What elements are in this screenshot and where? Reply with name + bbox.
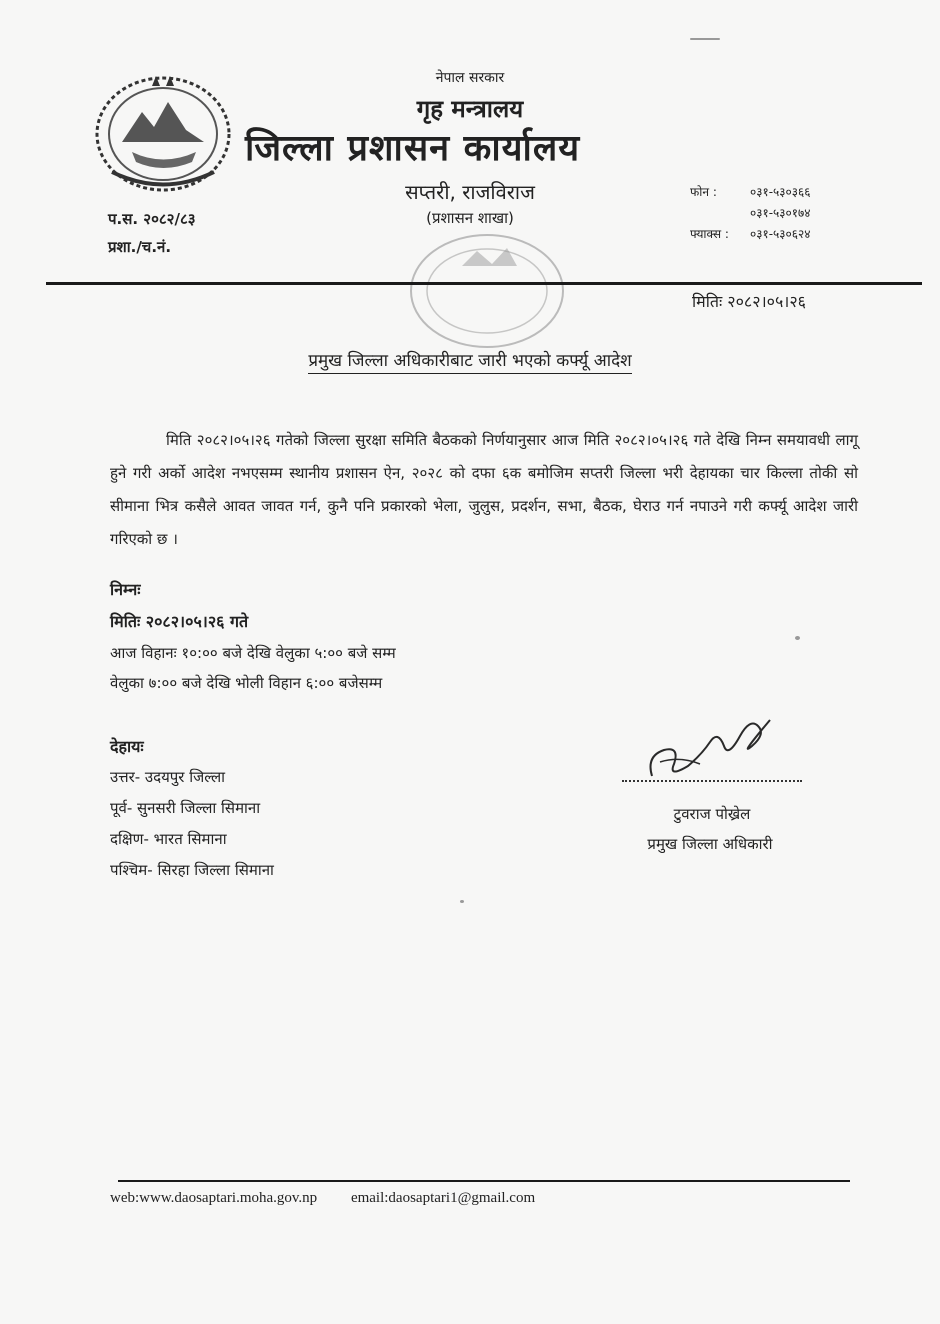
header-divider [46, 282, 922, 285]
office-branch: (प्रशासन शाखा) [426, 209, 514, 227]
contact-block [690, 182, 811, 245]
office-name: जिल्ला प्रशासन कार्यालय [245, 128, 581, 169]
fax-label: फ्याक्स : [690, 227, 729, 241]
scan-speck [795, 636, 800, 640]
schedule-label: निम्नः [110, 580, 141, 599]
footer [110, 1190, 535, 1207]
subject-line [0, 348, 940, 371]
office-stamp-icon [402, 226, 572, 356]
footer-website: web:www.daosaptari.moha.gov.np [110, 1190, 318, 1206]
office-location: सप्तरी, राजविराज [405, 180, 535, 204]
footer-email: email:daosaptari1@gmail.com [350, 1190, 536, 1206]
signature-line [622, 780, 802, 782]
phone-label: फोन : [690, 185, 717, 199]
handwritten-signature [640, 706, 780, 786]
schedule-date: मितिः २०८२।०५।२६ गते [110, 612, 249, 631]
fax-number: ०३१-५३०६२४ [750, 227, 811, 241]
schedule-slot-1: आज विहानः १०:०० बजे देखि वेलुका ५:०० बजे सम्म [110, 644, 396, 662]
letter-date: मितिः २०८२।०५।२६ [692, 292, 806, 311]
boundaries-label: देहायः [110, 737, 144, 756]
boundary-west: पश्चिम- सिरहा जिल्ला सिमाना [110, 861, 274, 879]
signatory-title: प्रमुख जिल्ला अधिकारी [647, 835, 773, 853]
dispatch-number: प्रशा./च.नं. [108, 238, 172, 256]
reference-block [108, 205, 196, 261]
nepal-emblem-icon [92, 72, 234, 194]
ministry-name: गृह मन्त्रालय [416, 95, 524, 123]
scan-speck [460, 900, 464, 903]
government-label: नेपाल सरकार [435, 70, 505, 86]
signatory-name: टुवराज पोख्रेल [673, 805, 751, 823]
subject-text: प्रमुख जिल्ला अधिकारीबाट जारी भएको कर्फ्यू आदेश [308, 351, 631, 374]
phone-2: ०३१-५३०१७४ [750, 206, 811, 220]
footer-divider [118, 1180, 850, 1182]
phone-1: ०३१-५३०३६६ [750, 185, 811, 199]
order-body: मिति २०८२।०५।२६ गतेको जिल्ला सुरक्षा समिति बैठकको निर्णयानुसार आज मिति २०८२।०५।२६ गते देखि निम्न समयावधी लागू हुने गरी अर्को आदेश नभएसम्म स्थानीय प्रशासन ऐन, २०२८ को दफा ६क बमोजिम सप्तरी जिल्ला भरी देहायका चार किल्ला तोकी सो सीमाना भित्र कसैले आवत जावत गर्न, कुनै पनि प्रकारको भेला, जुलुस, प्रदर्शन, सभा, बैठक, घेराउ गर्न नपाउने गरी कर्फ्यू आदेश जारी गरिएको छ । [110, 431, 858, 548]
scan-speck [690, 38, 720, 40]
boundary-south: दक्षिण- भारत सिमाना [110, 830, 227, 848]
schedule-slot-2: वेलुका ७:०० बजे देखि भोली विहान ६:०० बजेसम्म [110, 674, 383, 692]
fiscal-year: प.स. २०८२/८३ [108, 210, 196, 228]
boundary-east: पूर्व- सुनसरी जिल्ला सिमाना [110, 799, 261, 817]
boundary-north: उत्तर- उदयपुर जिल्ला [110, 768, 226, 786]
